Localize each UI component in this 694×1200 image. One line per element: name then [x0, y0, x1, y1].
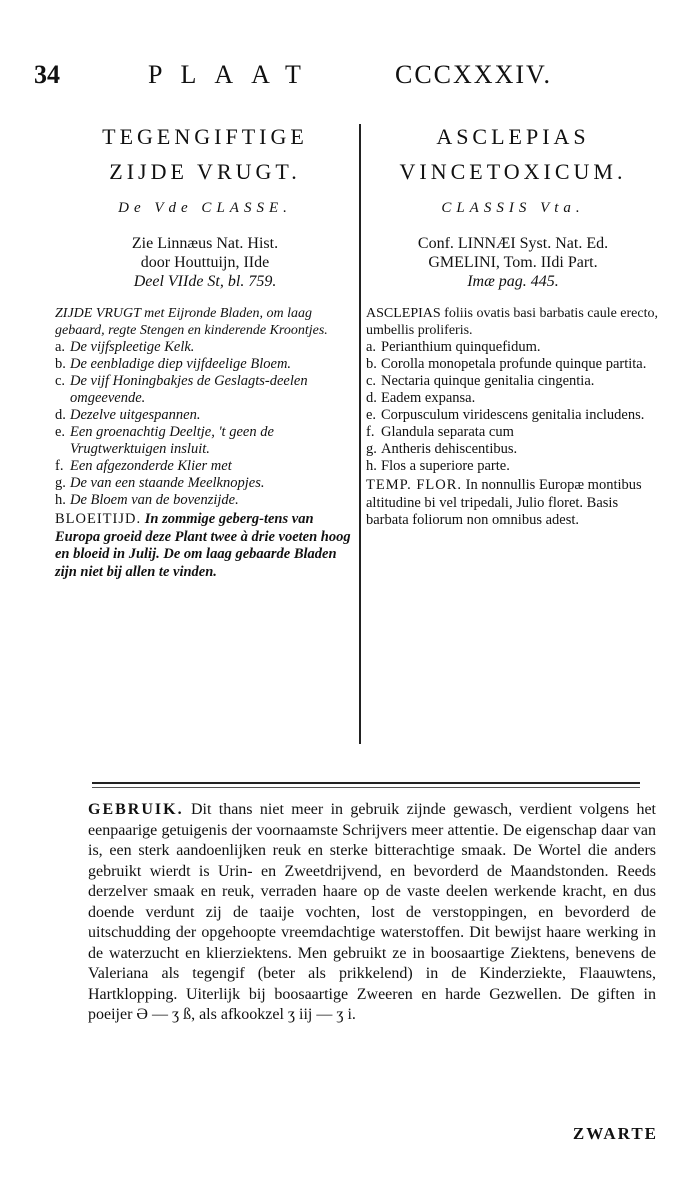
item-text: De eenbladige diep vijfdeelige Bloem. [70, 356, 292, 372]
dutch-legend-list [55, 339, 355, 509]
item-mark: a. [55, 339, 66, 355]
item-text: Corpusculum viridescens genitalia includens. [381, 407, 645, 423]
note-label: TEMP. FLOR. [366, 477, 463, 493]
item-mark: h. [366, 458, 377, 474]
list-item [366, 407, 660, 424]
item-mark: d. [366, 390, 377, 406]
plate-number: CCCXXXIV. [395, 60, 552, 89]
item-text: Antheris dehiscentibus. [381, 441, 518, 457]
dutch-description: ZIJDE VRUGT met Eijronde Bladen, om laag gebaard, regte Stengen en kinderende Kroontjes. [55, 306, 328, 338]
list-item [366, 356, 660, 373]
item-mark: a. [366, 339, 377, 355]
latin-title-line1: ASCLEPIAS [436, 124, 590, 149]
note-label: BLOEITIJD. [55, 511, 142, 527]
dutch-classis: De Vde CLASSE. [118, 200, 292, 216]
latin-column [366, 120, 660, 530]
item-text: De vijfspleetige Kelk. [70, 339, 195, 355]
item-text: Corolla monopetala profunde quinque partita. [381, 356, 647, 372]
latin-classis: CLASSIS Vta. [441, 200, 585, 216]
item-text: De van een staande Meelknopjes. [70, 475, 265, 491]
item-text: De vijf Honingbakjes de Geslagts-deelen omgeevende. [70, 373, 308, 406]
list-item [366, 373, 660, 390]
item-mark: b. [366, 356, 377, 372]
note-text: In nonnullis Europæ montibus altitudine bi vel tripedali, Julio floret. Basis barbata foliorum non omnibus adest. [366, 477, 642, 528]
section-rule-thin [92, 787, 640, 788]
item-mark: c. [366, 373, 377, 389]
item-mark: g. [55, 475, 66, 491]
list-item [55, 356, 355, 373]
dutch-title-line1: TEGENGIFTIGE [102, 124, 308, 149]
item-mark: d. [55, 407, 66, 423]
latin-description: ASCLEPIAS foliis ovatis basi barbatis caule erecto, umbellis proliferis. [366, 306, 658, 338]
item-mark: h. [55, 492, 66, 508]
dutch-title-line2: ZIJDE VRUGT. [109, 159, 301, 184]
list-item [55, 475, 355, 492]
item-mark: e. [366, 407, 377, 423]
column-divider [359, 124, 361, 744]
item-mark: c. [55, 373, 66, 389]
list-item [366, 441, 660, 458]
list-item [55, 373, 355, 407]
item-text: Flos a superiore parte. [381, 458, 510, 474]
page-number: 34 [34, 60, 60, 89]
gebruik-text: Dit thans niet meer in gebruik zijnde gewasch, verdient volgens het eenpaarige getuigenis der voornaamste Schrijvers meer attentie. De eigenschap daar van is, een sterk aandoenlijken reuk en sterke bitterachtige smaak. De Wortel die anders gebruikt wierdt is Urin- en Zweetdrijvend, en bevorderd de Maandstonden. Reeds derzelver smaak en reuk, verraden haare op de vaste deelen werkende kracht, en dus doende verdunt zij de taaije vochten, lost de verstoppingen, en bevorderd de uitschudding der opgehoopte vreemdachtige waterstoffen. Dit bewijst haare werking in de waterzucht en klierziektens. Men gebruikt ze in boosaartige Ziektens, benevens de Valeriana als tegengif (beter als prikkelend) in de Kinderziekte, Flaauwtens, Hartklopping. Uiterlijk bij boosaartige Zweeren en harde Gezwellen. De giften in poeijer Ə — ʒ ß, als afkookzel ʒ iij — ʒ i. [88, 801, 657, 1023]
list-item [55, 339, 355, 356]
latin-title-line2: VINCETOXICUM. [399, 159, 627, 184]
latin-ref-line3: Imæ pag. 445. [467, 273, 559, 290]
list-item [366, 424, 660, 441]
list-item [366, 339, 660, 356]
list-item [55, 407, 355, 424]
dutch-column [55, 120, 355, 581]
dutch-ref-line2: door Houttuijn, IIde [140, 254, 270, 271]
list-item [55, 458, 355, 475]
item-mark: b. [55, 356, 66, 372]
item-text: Glandula separata cum [381, 424, 514, 440]
item-text: Een afgezonderde Klier met [70, 458, 232, 474]
dutch-reference [55, 234, 355, 291]
plate-label: PLAAT [148, 60, 319, 89]
item-mark: e. [55, 424, 66, 440]
dutch-ref-line1: Zie Linnæus Nat. Hist. [131, 235, 279, 252]
list-item [366, 458, 660, 475]
latin-legend-list [366, 339, 660, 475]
latin-ref-line2: GMELINI, Tom. IIdi Part. [428, 254, 598, 271]
catchword: ZWARTE [572, 1124, 658, 1143]
list-item [366, 390, 660, 407]
list-item [55, 492, 355, 509]
note-text: In zommige geberg-tens van Europa groeid deze Plant twee à drie voeten hoog en bloeid in Julij. De om laag gebaarde Bladen zijn niet bij allen te vinden. [55, 511, 351, 580]
item-text: Een groenachtig Deeltje, 't geen de Vrugtwerktuigen insluit. [70, 424, 274, 457]
gebruik-paragraph [88, 800, 656, 1026]
item-mark: f. [366, 424, 375, 440]
section-rule [92, 782, 640, 784]
list-item [55, 424, 355, 458]
dutch-ref-line3: Deel VIIde St, bl. 759. [133, 273, 277, 290]
dutch-flowering-note [55, 511, 355, 581]
item-text: Dezelve uitgespannen. [70, 407, 201, 423]
latin-reference [366, 234, 660, 291]
gebruik-label: GEBRUIK. [88, 801, 184, 818]
item-text: De Bloem van de bovenzijde. [70, 492, 239, 508]
latin-ref-line1: Conf. LINNÆI Syst. Nat. Ed. [417, 235, 609, 252]
item-mark: f. [55, 458, 64, 474]
latin-flowering-note [366, 477, 660, 530]
item-text: Eadem expansa. [381, 390, 476, 406]
item-text: Perianthium quinquefidum. [381, 339, 541, 355]
item-mark: g. [366, 441, 377, 457]
item-text: Nectaria quinque genitalia cingentia. [381, 373, 595, 389]
